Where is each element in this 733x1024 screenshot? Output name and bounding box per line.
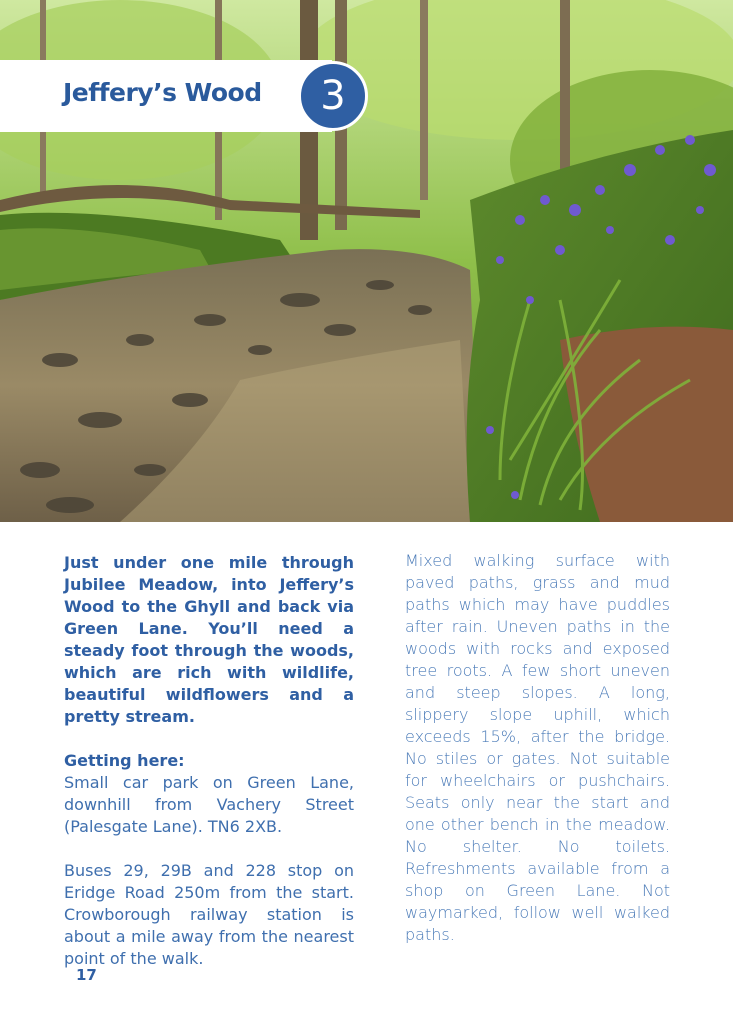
parking-paragraph: Small car park on Green Lane, downhill from Vachery Street (Palesgate Lane). TN6 2XB. <box>64 773 354 836</box>
page-number: 17 <box>76 966 97 984</box>
transport-paragraph: Buses 29, 29B and 228 stop on Eridge Road 250m from the start. Crowborough railway station is about a mile away from the nearest point of the walk. <box>64 861 354 968</box>
page-title: Jeffery’s Wood <box>63 78 262 107</box>
getting-here-heading: Getting here: <box>64 751 185 770</box>
right-column <box>405 550 670 946</box>
accessibility-paragraph: Mixed walking surface with paved paths, grass and mud paths which may have puddles after rain. Uneven paths in the woods with rocks and exposed tree roots. A few short uneven and steep slopes. A long, slippery slope uphill, which exceeds 15%, after the bridge. No stiles or gates. Not suitable for wheelchairs or pushchairs. Seats only near the start and one other bench in the meadow. No shelter. No toilets. Refreshments available from a shop on Green Lane. Not waymarked, follow well walked paths. <box>405 551 670 944</box>
left-column <box>64 552 354 970</box>
intro-paragraph: Just under one mile through Jubilee Meadow, into Jeffery’s Wood to the Ghyll and back via Green Lane. You’ll need a steady foot through the woods, which are rich with wildlife, beautiful wildflowers and a pretty stream. <box>64 553 354 726</box>
walk-number-badge: 3 <box>298 61 368 131</box>
